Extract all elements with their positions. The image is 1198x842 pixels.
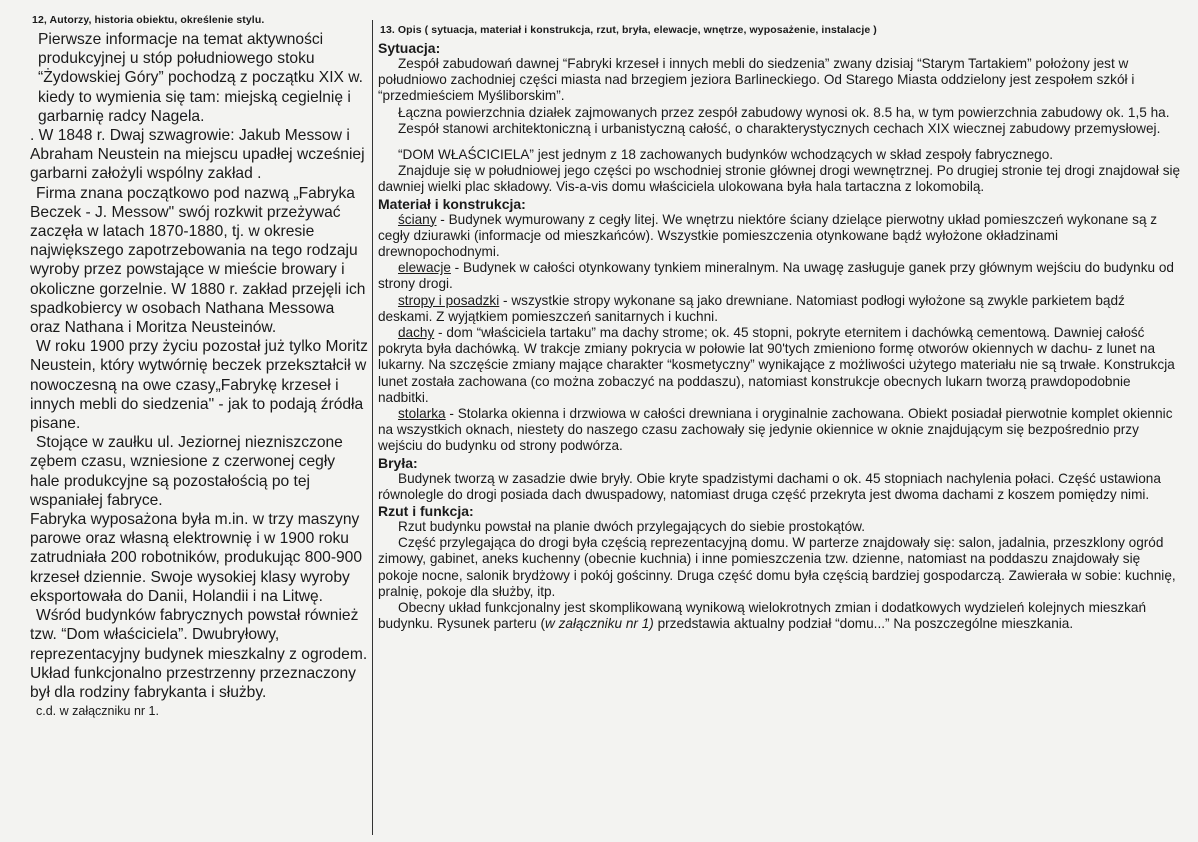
rzut-text-start: Obecny układ funkcjonalny jest skomplikowaną wynikową wielokrotnych zmian i dodatkowych wydzieleń kolejnych mieszkań budynku. Rysunek parteru ( [378,600,1147,632]
history-header: 12, Autorzy, historia obiektu, określenie stylu. [32,14,265,26]
attachment-reference: w załączniku nr 1) [545,616,654,632]
history-paragraph: W roku 1900 przy życiu pozostał już tylko Moritz Neustein, który wytwórnię beczek przekształcił w nowoczesną na owe czasy„Fabrykę krzeseł i innych mebli do siedzenia" - jak to podają źródła pisane. [30,338,368,433]
floors-text: - wszystkie stropy wykonane są jako drewniane. Natomiast podłogi wyłożone są zwykle parkietem bądź deskami. Z wyjątkiem pomieszczeń sanitarnych i kuchni. [378,292,1125,324]
section-heading-bryla: Bryła: [378,454,418,471]
rzut-paragraph: Rzut budynku powstał na planie dwóch przylegających do siebie prostokątów. [398,519,865,535]
joinery-text: - Stolarka okienna i drzwiowa w całości drewniana i oryginalnie zachowana. Obiekt posiadał pierwotnie komplet okiennic na wszystkich oknach, niestety do naszego czasu zachowały się jedynie okiennice w oknie znajdującym się bezpośrednio przy wejściu do budynku od strony podwórza. [378,406,1173,454]
bryla-paragraph: Budynek tworzą w zasadzie dwie bryły. Obie kryte spadzistymi dachami o ok. 45 stopniach nachylenia połaci. Część ustawiona równolegle do drogi posiada dach dwuspadowy, natomiast druga część przekryta jest dwoma dachami z koszem pomiędzy nimi. [378,470,1161,502]
walls-text: - Budynek wymurowany z cegły litej. We wnętrzu niektóre ściany dzielące pierwotny układ pomieszczeń wykonane są z cegły dziurawki (informacje od mieszkańców). Wszystkie pomieszczenia otynkowane bądź wyłożone okładzinami drewnopochodnymi. [378,211,1158,260]
material-elevations-paragraph [378,260,1183,292]
history-paragraph: Pierwsze informacje na temat aktywności produkcyjnej u stóp południowego stoku “Żydowskiej Góry” pochodzą z początku XIX w. kiedy to wymienia się tam: miejską cegielnię i garbarnię radcy Nagela. [38,31,364,125]
roofs-label: dachy [398,325,435,341]
section-heading-sytuacja: Sytuacja: [378,40,441,56]
walls-label: ściany [398,211,437,227]
rzut-paragraph: Część przylegająca do drogi była częścią reprezentacyjną domu. W parterze znajdowały się: salon, jadalnia, przeszklony ogród zimowy, gabinet, aneks kuchenny (obecnie kuchnia) i inne pomieszczenia tzw. dzienne, natomiast na poddaszu znajdowały się pokoje nocne, salonik brydżowy i pokój gościnny. Druga część domu była częścią bardziej gospodarczą. Zawierała w sobie: kuchnię, pralnię, pokoje dla służby, itp. [378,535,1176,599]
history-paragraph: . W 1848 r. Dwaj szwagrowie: Jakub Messow i Abraham Neustein na miejscu upadłej wcześniej garbarni założyli wspólny zakład . [30,127,365,183]
sytuacja-paragraph: Zespół zabudowań dawnej “Fabryki krzeseł i innych mebli do siedzenia” zwany dzisiaj “Starym Tartakiem” położony jest w południowo zachodniej części miasta nad brzegiem jeziora Barlineckiego. Od Starego Miasta oddzielony jest zespołem szkół i “przedmieściem Myśliborskim”. [378,56,1135,104]
description-header: 13. Opis ( sytuacja, materiał i konstrukcja, rzut, bryła, elewacje, wnętrze, wyposażenie, instalacje ) [380,24,877,36]
history-paragraph: Fabryka wyposażona była m.in. w trzy maszyny parowe oraz własną elektrownię i w 1900 roku zatrudniała 200 robotników, produkując 800-900 krzeseł dziennie. Swoje wysokiej klasy wyroby eksportowała do Danii, Holandii i na Litwę. [30,511,363,605]
rzut-text-end: przedstawia aktualny podział “domu...” Na poszczególne mieszkania. [653,616,1074,632]
material-roofs-paragraph [378,325,1183,406]
material-walls-paragraph [378,212,1183,261]
sytuacja-paragraph: Zespół stanowi architektoniczną i urbanistyczną całość, o charakterystycznych cechach XIX wiecznej zabudowy przemysłowej. [398,120,1161,136]
sytuacja-paragraph: “DOM WŁAŚCICIELA” jest jednym z 18 zachowanych budynków wchodzących w skład zespoły fabrycznego. [398,147,1054,163]
continuation-note: c.d. w załączniku nr 1. [36,704,159,719]
column-divider [372,20,373,835]
elevations-text: - Budynek w całości otynkowany tynkiem mineralnym. Na uwagę zasługuje ganek przy głównym wejściu do budynku od strony drogi. [378,260,1174,292]
roofs-text: - dom “właściciela tartaku” ma dachy strome; ok. 45 stopni, pokryte eternitem i dachówką cementową. Dawniej całość pokryta była dachówką. W trakcje zmiany pokrycia w połowie lat 90'tych zmieniono formę otworów okiennych w dachu- z lunet na lukarny. Na szczęście zmiany mające charakter “kosmetyczny” wynikające z możliwości użytego materiału nie są trwałe. Konstrukcja lunet została zachowana (co można zobaczyć na poddaszu), natomiast konstrukcje obecnych lukarn tworzą prawdopodobnie nadbitki. [378,325,1175,405]
history-column [30,14,368,719]
sytuacja-paragraph: Znajduje się w południowej jego części po wschodniej stronie głównej drogi wewnętrznej. Po drugiej stronie tej drogi znajdował się dawniej wielki plac składowy. Vis-a-vis domu właściciela ulokowana była hala tartaczna z lokomobilą. [378,163,1181,195]
sytuacja-paragraph: Łączna powierzchnia działek zajmowanych przez zespół zabudowy wynosi ok. 8.5 ha, w tym powierzchnia zabudowy ok. 1,5 ha. [398,104,1170,120]
section-heading-rzut: Rzut i funkcja: [378,503,474,520]
material-floors-paragraph [378,293,1183,325]
floors-label: stropy i posadzki [398,292,500,308]
joinery-label: stolarka [398,406,446,422]
section-heading-material: Materiał i konstrukcja: [378,195,526,212]
history-paragraph: Firma znana początkowo pod nazwą „Fabryka Beczek - J. Messow" swój rozkwit przeżywać zaczęła w latach 1870-1880, tj. w okresie największego zapotrzebowania na tego rodzaju wyroby przez powstające w mieście browary i okoliczne gorzelnie. W 1880 r. zakład przejęli ich spadkobiercy w osobach Nathana Messowa oraz Nathana i Moritza Neusteinów. [30,184,366,337]
rzut-paragraph [378,600,1183,632]
history-paragraph: Wśród budynków fabrycznych powstał również tzw. “Dom właściciela”. Dwubryłowy, reprezentacyjny budynek mieszkalny z ogrodem. Układ funkcjonalno przestrzenny przeznaczony był dla rodziny fabrykanta i służby. [30,607,368,701]
elevations-label: elewacje [398,260,451,276]
material-joinery-paragraph [378,406,1183,455]
description-column [378,24,1183,633]
history-paragraph: Stojące w zaułku ul. Jeziornej niezniszczone zębem czasu, wzniesione z czerwonej cegły hale produkcyjne są pozostałością po tej wspaniałej fabryce. [30,434,343,509]
